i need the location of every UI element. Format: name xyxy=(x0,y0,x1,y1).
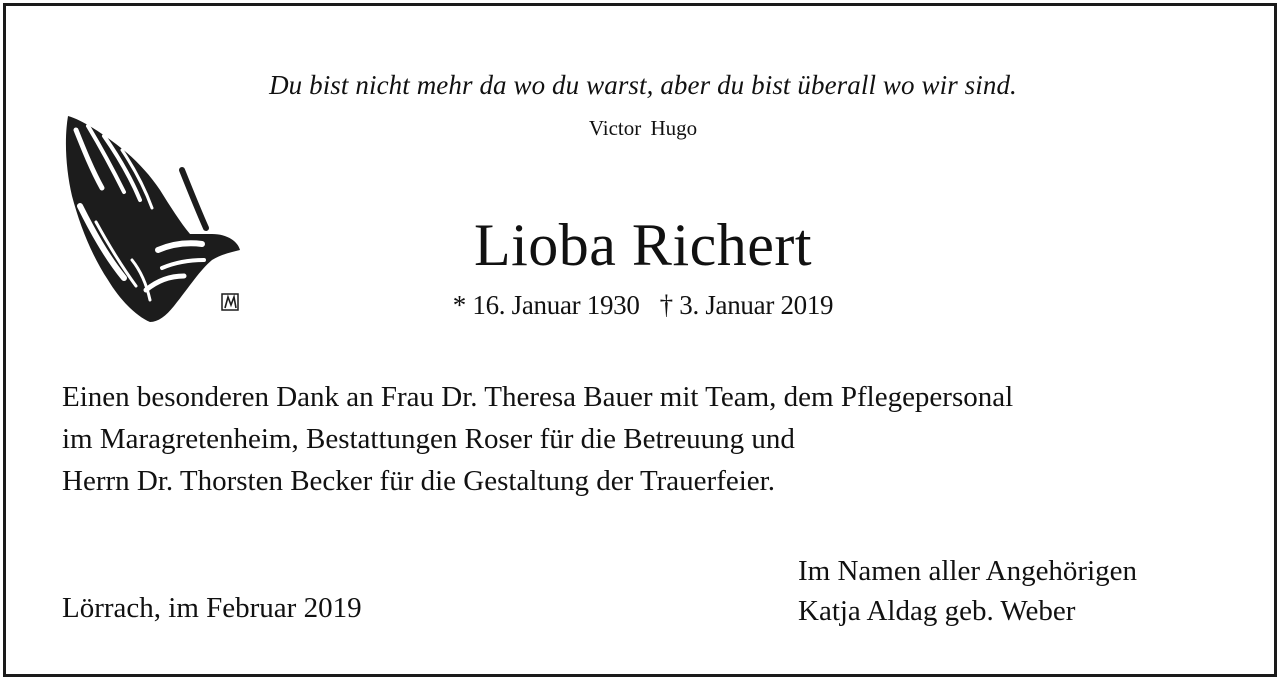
thanks-line: Herrn Dr. Thorsten Becker für die Gestaltung der Trauerfeier. xyxy=(62,465,775,497)
thanks-line: im Maragretenheim, Bestattungen Roser für die Betreuung und xyxy=(62,423,795,455)
birth-date: * 16. Januar 1930 xyxy=(452,290,640,320)
life-dates xyxy=(6,290,1280,321)
place-and-date: Lörrach, im Februar 2019 xyxy=(62,592,362,624)
deceased-name: Lioba Richert xyxy=(473,212,813,278)
thanks-line: Einen besonderen Dank an Frau Dr. Theresa Bauer mit Team, dem Pflegepersonal xyxy=(62,381,1014,413)
signature-block xyxy=(798,551,1137,631)
death-date: † 3. Januar 2019 xyxy=(659,290,834,320)
thanks-paragraph xyxy=(62,376,1262,502)
signature-line: Im Namen aller Angehörigen xyxy=(798,555,1138,587)
signature-line: Katja Aldag geb. Weber xyxy=(798,595,1076,627)
quote-author: Victor Hugo xyxy=(588,116,698,140)
obituary-frame xyxy=(3,3,1277,677)
quote-text: Du bist nicht mehr da wo du warst, aber du bist überall wo wir sind. xyxy=(269,70,1017,100)
